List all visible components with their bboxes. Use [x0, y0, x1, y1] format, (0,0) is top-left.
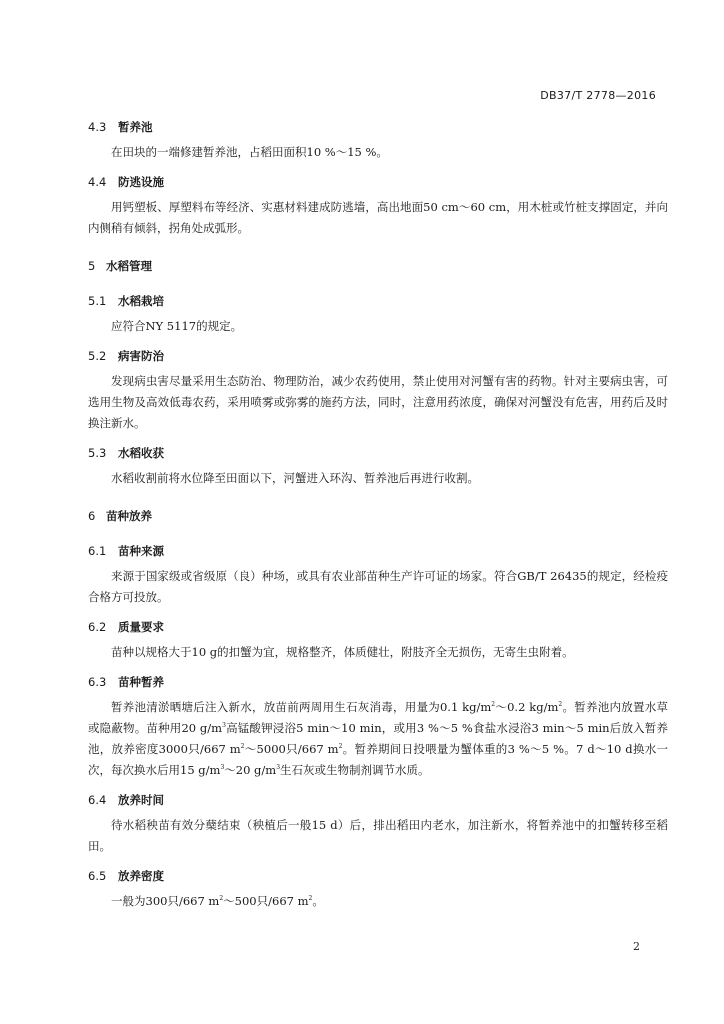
section-number: 6.1	[88, 544, 107, 558]
paragraph-5-3: 水稻收割前将水位降至田面以下，河蟹进入环沟、暂养池后再进行收割。	[111, 471, 479, 485]
paragraph-5-2: 发现病虫害尽量采用生态防治、物理防治，减少农药使用，禁止使用对河蟹有害的药物。针对主要病虫害，可选用生物及高效低毒农药，采用喷雾或弥雾的施药方法，同时，注意用药浓度，确保对河蟹没有危害，用药后及时换注新水。	[88, 374, 668, 430]
section-heading-4-4	[88, 174, 668, 190]
section-heading-5-2	[88, 348, 668, 364]
chapter-heading-6	[88, 508, 668, 524]
section-title: 放养密度	[118, 869, 164, 883]
section-title: 质量要求	[118, 620, 164, 634]
section-number: 5.2	[88, 349, 107, 363]
section-number: 4.3	[88, 120, 107, 134]
section-heading-6-2	[88, 619, 668, 635]
section-title: 暂养池	[118, 120, 153, 134]
section-number: 6.5	[88, 869, 107, 883]
paragraph-6-2: 苗种以规格大于10 g的扣蟹为宜，规格整齐，体质健壮，附肢齐全无损伤，无寄生虫附着。	[111, 645, 574, 659]
section-title: 水稻收获	[118, 446, 164, 460]
section-title: 防逃设施	[118, 175, 164, 189]
section-title: 苗种暂养	[118, 675, 164, 689]
section-number: 5.1	[88, 294, 107, 308]
section-heading-6-5	[88, 868, 668, 884]
page-number: 2	[633, 940, 640, 953]
section-title: 病害防治	[118, 349, 164, 363]
paragraph-6-5: 一般为300只/667 $m^2\sim 500$只/667 $m^2$。	[111, 894, 324, 908]
section-heading-4-3	[88, 119, 668, 135]
chapter-title: 水稻管理	[106, 259, 152, 273]
section-heading-6-3	[88, 674, 668, 690]
document-body	[88, 119, 668, 912]
chapter-number: 6	[88, 509, 96, 523]
paragraph-6-1: 来源于国家级或省级原（良）种场，或具有农业部苗种生产许可证的场家。符合GB/T 26435的规定，经检疫合格方可投放。	[88, 569, 668, 604]
section-number: 6.2	[88, 620, 107, 634]
chapter-heading-5	[88, 258, 668, 274]
section-heading-5-3	[88, 445, 668, 461]
chapter-title: 苗种放养	[106, 509, 152, 523]
section-heading-6-4	[88, 792, 668, 808]
section-title: 苗种来源	[118, 544, 164, 558]
section-number: 5.3	[88, 446, 107, 460]
paragraph-4-4: 用钙塑板、厚塑料布等经济、实惠材料建成防逃墙，高出地面50 cm～60 cm，用木桩或竹桩支撑固定，并向内侧稍有倾斜，拐角处成弧形。	[88, 200, 668, 235]
section-heading-6-1	[88, 543, 668, 559]
section-number: 6.3	[88, 675, 107, 689]
paragraph-6-3: 暂养池清淤晒塘后注入新水，放苗前两周用生石灰消毒，用量为0.1 $kg/m^2\sim 0.2$ $kg/m^2$。暂养池内放置水草或隐蔽物。苗种用20 $g/m^3$高锰酸钾浸浴5 min～10 min，或用3 %～5 %食盐水浸浴3 min～5 min后放入暂养池，放养密度3000只/667 $m^2\sim 5000$只/667 $m^2$。暂养期间日投喂量为蟹体重的3 %～5 %。7 d～10 d换水一次，每次换水后用15 $g/m^3\sim 20$ $g/m^3$生石灰或生物制剂调节水质。	[88, 700, 669, 777]
paragraph-6-4: 待水稻秧苗有效分蘖结束（秧植后一般15 d）后，排出稻田内老水，加注新水，将暂养池中的扣蟹转移至稻田。	[88, 818, 668, 853]
standard-code: DB37/T 2778—2016	[540, 89, 656, 102]
section-heading-5-1	[88, 293, 668, 309]
section-title: 放养时间	[118, 793, 164, 807]
section-title: 水稻栽培	[118, 294, 164, 308]
chapter-number: 5	[88, 259, 96, 273]
section-number: 6.4	[88, 793, 107, 807]
paragraph-4-3: 在田块的一端修建暂养池，占稻田面积10 %～15 %。	[111, 145, 388, 159]
paragraph-5-1: 应符合NY 5117的规定。	[111, 319, 243, 333]
section-number: 4.4	[88, 175, 107, 189]
